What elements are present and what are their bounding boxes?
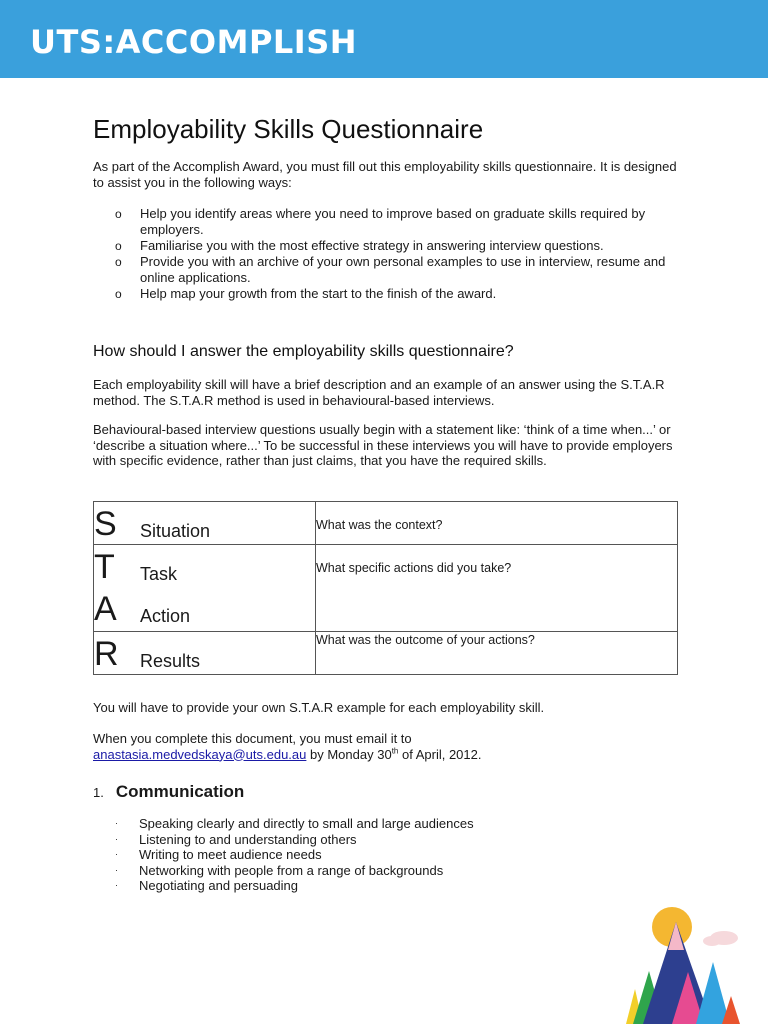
brand-logo: UTS:ACCOMPLISH	[30, 23, 358, 61]
star-cell-results	[94, 632, 316, 675]
deadline-text: by Monday 30	[310, 746, 392, 762]
purpose-list	[115, 206, 685, 302]
email-paragraph	[93, 731, 683, 762]
star-question-cell	[316, 545, 678, 632]
mountains-illustration	[600, 880, 768, 1024]
star-note: You will have to provide your own S.T.A.R example for each employability skill.	[93, 700, 545, 715]
communication-list	[115, 816, 474, 894]
star-cell-task-action	[94, 545, 316, 632]
star-question: What was the outcome of your actions?	[316, 633, 535, 647]
list-item: · Networking with people from a range of backgrounds	[115, 862, 444, 878]
deadline-suffix: th	[391, 746, 399, 756]
intro-paragraph: As part of the Accomplish Award, you must fill out this employability skills questionnaire. It is designed to assist you in the following ways:	[93, 159, 677, 190]
star-cell-situation	[94, 502, 316, 545]
star-letter: R	[94, 635, 119, 673]
page-title: Employability Skills Questionnaire	[93, 114, 484, 144]
deadline-end: of April, 2012.	[401, 746, 482, 762]
star-letter: A	[94, 590, 117, 628]
mountain-icon	[696, 962, 730, 1024]
dot-icon: ·	[115, 880, 118, 891]
star-word: Situation	[140, 521, 211, 541]
bullet-icon: o	[115, 287, 122, 301]
star-word: Action	[140, 606, 191, 626]
list-item: · Writing to meet audience needs	[115, 847, 322, 863]
dot-icon: ·	[115, 864, 118, 875]
dot-icon: ·	[115, 849, 118, 860]
dot-icon: ·	[115, 833, 118, 844]
bullet-icon: o	[115, 207, 122, 221]
howto-paragraph-2: Behavioural-based interview questions usually begin with a statement like: ‘think of a time when...’ or ‘describe a situation where...’ To be successful in these interviews you will have to provide employers with specific evidence, rather than just claims, that you have the required skills.	[93, 422, 673, 468]
dot-icon: ·	[115, 818, 118, 828]
star-word: Task	[140, 564, 178, 584]
header-banner	[0, 0, 768, 78]
section-number: 1.	[93, 785, 104, 800]
bullet-icon: o	[115, 239, 122, 253]
list-item: · Negotiating and persuading	[115, 878, 299, 894]
list-item: o Help map your growth from the start to the finish of the award.	[115, 286, 497, 301]
star-question: What specific actions did you take?	[316, 561, 512, 575]
section-heading	[93, 781, 244, 804]
star-letter: T	[94, 548, 115, 586]
star-question-cell	[316, 632, 678, 675]
list-item: o Provide you with an archive of your own personal examples to use in interview, resume and online applications.	[115, 254, 666, 285]
list-item: o Help you identify areas where you need to improve based on graduate skills required by employers.	[115, 206, 646, 237]
bullet-icon: o	[115, 255, 122, 269]
star-letter: S	[94, 505, 117, 543]
star-table	[93, 501, 678, 675]
section-title: Communication	[115, 782, 245, 801]
list-item: · Listening to and understanding others	[115, 831, 357, 847]
email-intro: When you complete this document, you must email it to	[93, 731, 412, 746]
star-word: Results	[140, 651, 201, 671]
cloud-icon	[703, 936, 721, 946]
list-item: o Familiarise you with the most effective strategy in answering interview questions.	[115, 238, 604, 253]
star-question: What was the context?	[316, 518, 443, 532]
star-question-cell	[316, 502, 678, 545]
email-link[interactable]: anastasia.medvedskaya@uts.edu.au	[93, 746, 307, 762]
list-item: · Speaking clearly and directly to small and large audiences	[115, 816, 474, 831]
howto-paragraph-1: Each employability skill will have a brief description and an example of an answer using the S.T.A.R method. The S.T.A.R method is used in behavioural-based interviews.	[93, 377, 665, 408]
howto-heading: How should I answer the employability skills questionnaire?	[93, 343, 514, 360]
